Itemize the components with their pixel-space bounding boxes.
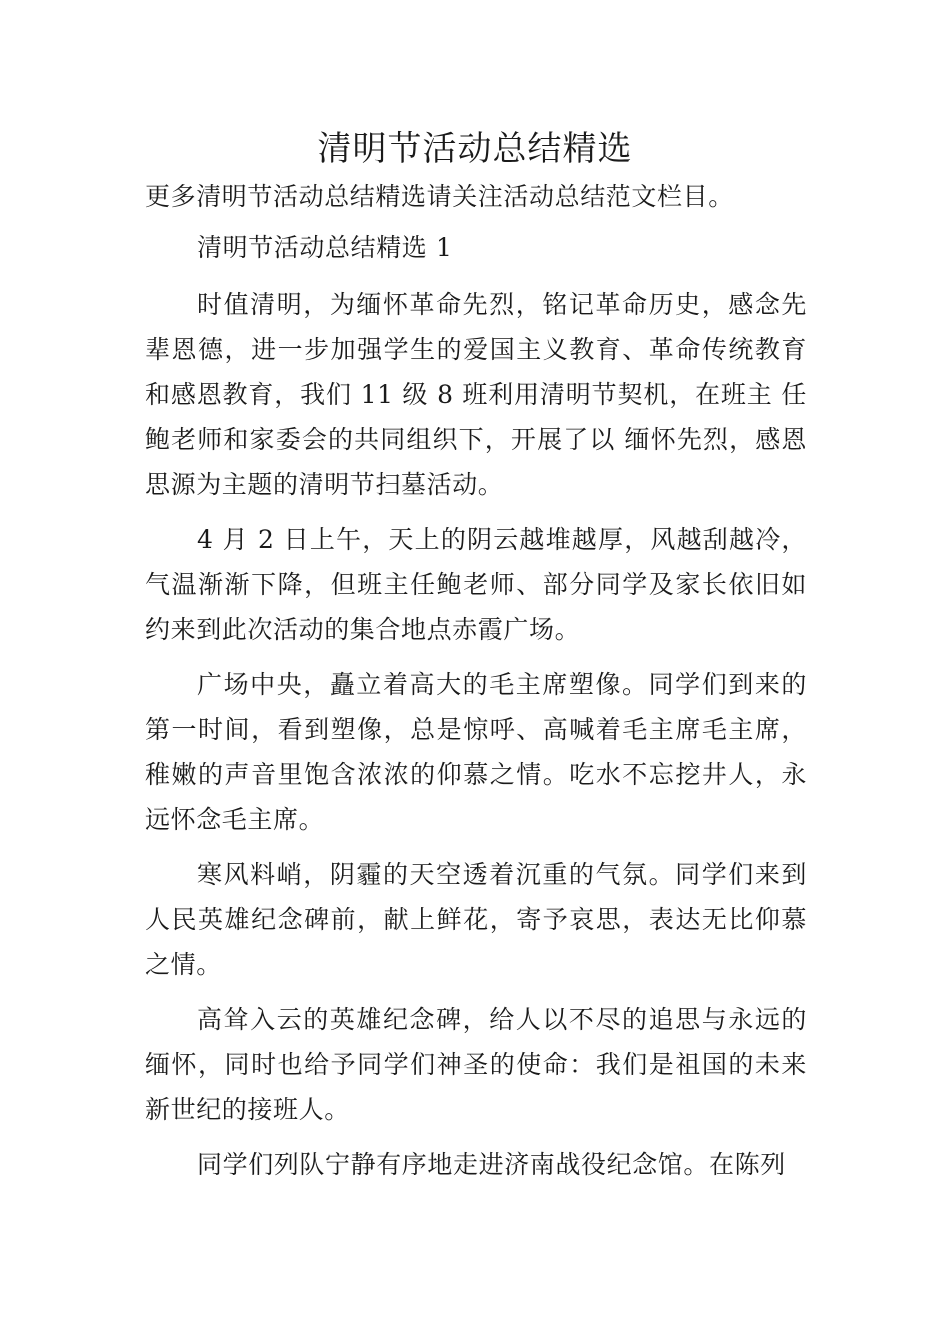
body-paragraph-2: 4 月 2 日上午，天上的阴云越堆越厚，风越刮越冷，气温渐渐下降，但班主任鲍老师、部分同学及家长依旧如约来到此次活动的集合地点赤霞广场。 — [145, 525, 807, 644]
body-paragraph-1: 时值清明，为缅怀革命先烈，铭记革命历史，感念先辈恩德，进一步加强学生的爱国主义教育、革命传统教育和感恩教育，我们 11 级 8 班利用清明节契机，在班主 任鲍老师和家委会的共同组织下，开展了以 缅怀先烈，感恩思源为主题的清明节扫墓活动。 — [145, 290, 807, 499]
intro-paragraph: 更多清明节活动总结精选请关注活动总结范文栏目。 — [145, 182, 734, 211]
document-body — [145, 174, 807, 1197]
body-paragraph-3: 广场中央，矗立着高大的毛主席塑像。同学们到来的第一时间，看到塑像，总是惊呼、高喊着毛主席毛主席，稚嫩的声音里饱含浓浓的仰慕之情。吃水不忘挖井人，永远怀念毛主席。 — [145, 670, 807, 834]
document-title: 清明节活动总结精选 — [317, 129, 633, 169]
body-paragraph-6: 同学们列队宁静有序地走进济南战役纪念馆。在陈列 — [197, 1150, 786, 1179]
body-paragraph-5: 高耸入云的英雄纪念碑，给人以不尽的追思与永远的缅怀，同时也给予同学们神圣的使命：我们是祖国的未来新世纪的接班人。 — [145, 1005, 807, 1124]
body-paragraph-4: 寒风料峭，阴霾的天空透着沉重的气氛。同学们来到人民英雄纪念碑前，献上鲜花，寄予哀思，表达无比仰慕之情。 — [145, 860, 807, 979]
section-heading: 清明节活动总结精选 1 — [197, 233, 453, 262]
